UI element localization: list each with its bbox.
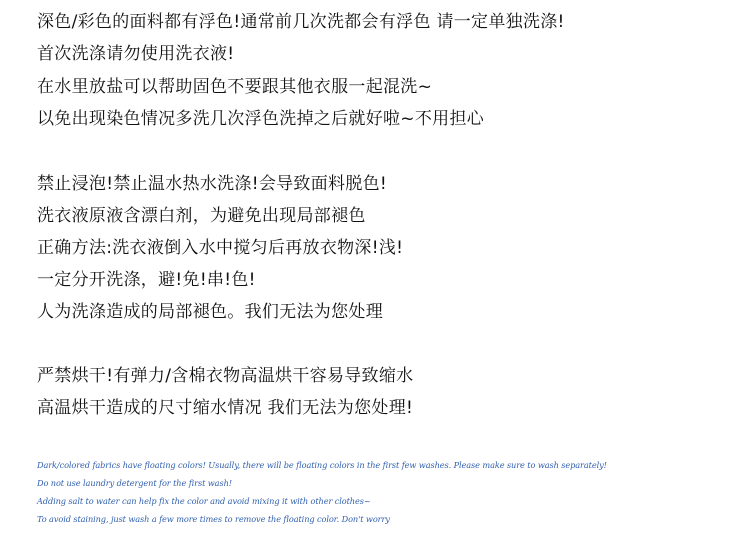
note-en-first-wash: Do not use laundry detergent for the first wash! <box>37 478 232 488</box>
note-floating-color: 深色/彩色的面料都有浮色!通常前几次洗都会有浮色 请一定单独洗涤! <box>37 12 565 32</box>
note-no-soak: 禁止浸泡!禁止温水热水洗涤!会导致面料脱色! <box>37 174 388 194</box>
note-wash-more: 以免出现染色情况多洗几次浮色洗掉之后就好啦~不用担心 <box>37 109 485 129</box>
note-separate-wash: 一定分开洗涤，避!免!串!色! <box>37 270 256 290</box>
note-first-wash: 首次洗涤请勿使用洗衣液! <box>37 44 235 64</box>
note-en-wash-more: To avoid staining, just wash a few more times to remove the floating color. Don't worry <box>37 514 390 524</box>
note-bleach: 洗衣液原液含漂白剂，为避免出现局部褪色 <box>37 206 366 226</box>
note-shrink-liability: 高温烘干造成的尺寸缩水情况 我们无法为您处理! <box>37 398 414 418</box>
note-correct-method: 正确方法:洗衣液倒入水中搅匀后再放衣物深!浅! <box>37 238 404 258</box>
note-en-floating-color: Dark/colored fabrics have floating colors! Usually, there will be floating colors in the first few washes. Please make sure to wash separately! <box>37 460 607 470</box>
note-en-salt: Adding salt to water can help fix the color and avoid mixing it with other clothes~ <box>37 496 371 506</box>
note-fading-liability: 人为洗涤造成的局部褪色。我们无法为您处理 <box>37 302 383 322</box>
note-no-tumble-dry: 严禁烘干!有弹力/含棉衣物高温烘干容易导致缩水 <box>37 366 414 386</box>
note-salt-fix: 在水里放盐可以帮助固色不要跟其他衣服一起混洗~ <box>37 77 433 97</box>
